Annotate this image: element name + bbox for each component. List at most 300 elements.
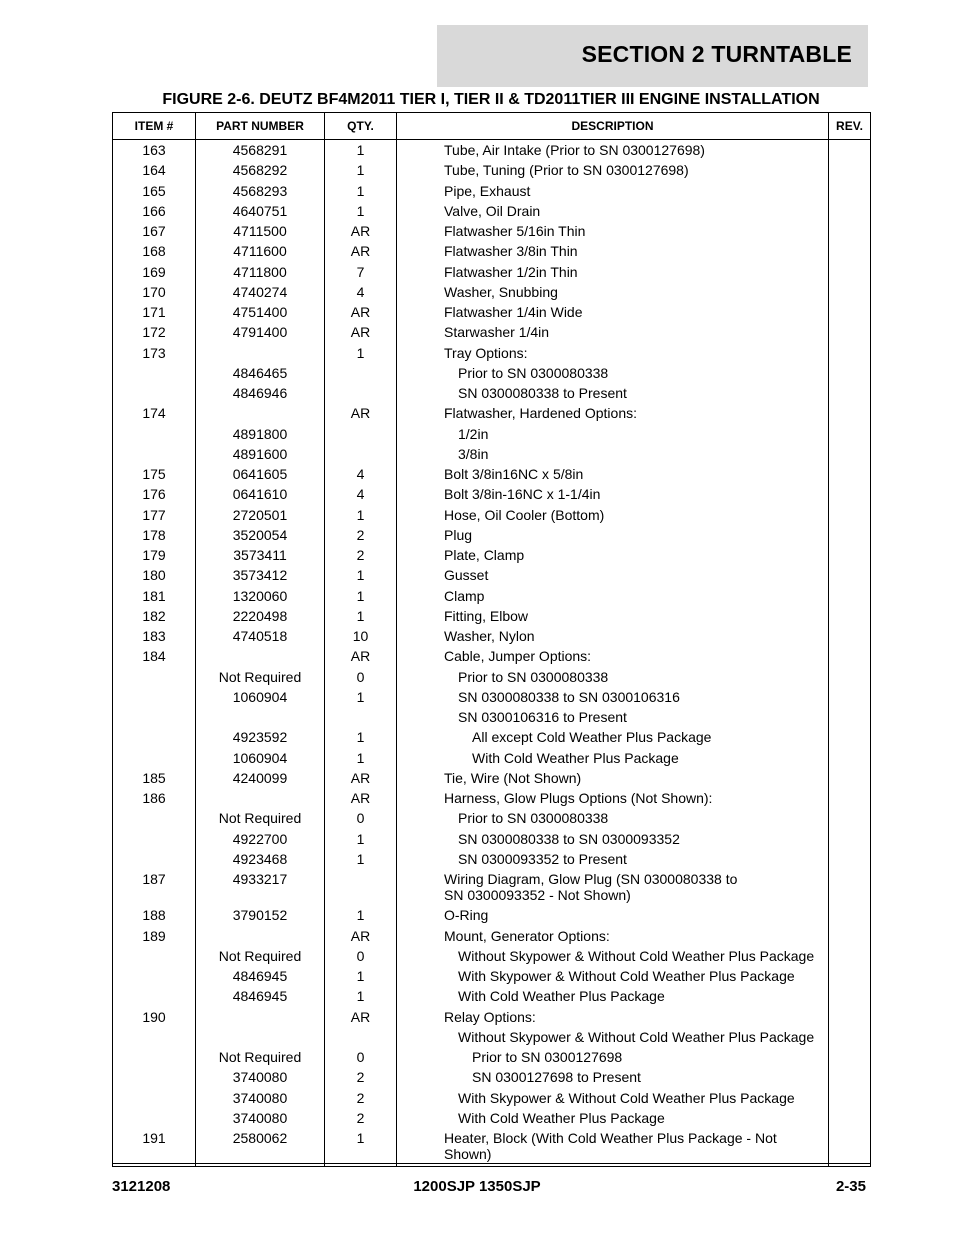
header-description: DESCRIPTION [397,113,829,140]
part-number-cell [196,707,325,727]
table-row [113,849,871,869]
rev-cell [829,849,871,869]
description-cell: Harness, Glow Plugs Options (Not Shown): [397,788,829,808]
rev-cell [829,181,871,201]
qty-cell: 10 [325,626,397,646]
description-cell: Prior to SN 0300127698 [397,1047,829,1067]
qty-cell: 1 [325,829,397,849]
table-row [113,667,871,687]
rev-cell [829,221,871,241]
part-number-cell: 1320060 [196,586,325,606]
item-cell: 184 [113,646,196,666]
rev-cell [829,1128,871,1167]
rev-cell [829,905,871,925]
description-cell: Prior to SN 0300080338 [397,667,829,687]
description-cell: Washer, Snubbing [397,282,829,302]
part-number-cell: Not Required [196,808,325,828]
description-cell: Cable, Jumper Options: [397,646,829,666]
description-cell: With Skypower & Without Cold Weather Plus Package [397,966,829,986]
part-number-cell: 4891600 [196,444,325,464]
qty-cell: 1 [325,687,397,707]
table-row [113,241,871,261]
part-number-cell [196,646,325,666]
rev-cell [829,748,871,768]
table-row [113,1128,871,1167]
qty-cell: AR [325,403,397,423]
description-cell: Heater, Block (With Cold Weather Plus Package - Not Shown) [397,1128,829,1167]
item-cell: 181 [113,586,196,606]
qty-cell: AR [325,322,397,342]
rev-cell [829,869,871,905]
part-number-cell: 4568291 [196,140,325,161]
part-number-cell: 4846945 [196,966,325,986]
item-cell: 163 [113,140,196,161]
qty-cell [325,363,397,383]
description-cell: Fitting, Elbow [397,606,829,626]
item-cell: 190 [113,1007,196,1027]
item-cell: 178 [113,525,196,545]
part-number-cell: Not Required [196,667,325,687]
part-number-cell: 3740080 [196,1088,325,1108]
part-number-cell: 0641605 [196,464,325,484]
item-cell [113,383,196,403]
qty-cell: 2 [325,1108,397,1128]
table-row [113,444,871,464]
description-cell: Gusset [397,565,829,585]
qty-cell: 4 [325,282,397,302]
qty-cell: AR [325,241,397,261]
item-cell: 174 [113,403,196,423]
qty-cell: AR [325,302,397,322]
qty-cell [325,383,397,403]
part-number-cell [196,926,325,946]
item-cell [113,424,196,444]
part-number-cell: 4740518 [196,626,325,646]
part-number-cell: Not Required [196,1047,325,1067]
table-row [113,262,871,282]
parts-table [112,112,871,1167]
qty-cell: 1 [325,565,397,585]
rev-cell [829,1088,871,1108]
part-number-cell [196,1027,325,1047]
rev-cell [829,444,871,464]
part-number-cell: 4923592 [196,727,325,747]
item-cell: 182 [113,606,196,626]
item-cell [113,363,196,383]
description-cell: SN 0300080338 to SN 0300106316 [397,687,829,707]
part-number-cell: 3740080 [196,1067,325,1087]
item-cell: 177 [113,505,196,525]
table-row [113,946,871,966]
table-row [113,687,871,707]
part-number-cell: Not Required [196,946,325,966]
part-number-cell [196,1007,325,1027]
part-number-cell: 4846946 [196,383,325,403]
qty-cell: 1 [325,343,397,363]
description-cell: SN 0300080338 to SN 0300093352 [397,829,829,849]
description-cell: Relay Options: [397,1007,829,1027]
part-number-cell: 4846945 [196,986,325,1006]
part-number-cell: 4240099 [196,768,325,788]
item-cell [113,1067,196,1087]
item-cell: 189 [113,926,196,946]
qty-cell: 1 [325,727,397,747]
table-row [113,748,871,768]
rev-cell [829,262,871,282]
footer-page-number: 2-35 [835,1178,866,1195]
part-number-cell: 2580062 [196,1128,325,1167]
item-cell: 169 [113,262,196,282]
rev-cell [829,808,871,828]
item-cell [113,808,196,828]
table-row [113,926,871,946]
item-cell: 166 [113,201,196,221]
item-cell: 167 [113,221,196,241]
rev-cell [829,707,871,727]
description-cell: Without Skypower & Without Cold Weather Plus Package [397,946,829,966]
rev-cell [829,966,871,986]
rev-cell [829,201,871,221]
description-cell: With Cold Weather Plus Package [397,1108,829,1128]
table-row [113,565,871,585]
item-cell [113,966,196,986]
qty-cell: 0 [325,1047,397,1067]
rev-cell [829,363,871,383]
rev-cell [829,464,871,484]
qty-cell: 1 [325,201,397,221]
rev-cell [829,484,871,504]
item-cell: 187 [113,869,196,905]
rev-cell [829,646,871,666]
table-row [113,829,871,849]
description-cell: SN 0300106316 to Present [397,707,829,727]
part-number-cell [196,343,325,363]
table-row [113,302,871,322]
rev-cell [829,768,871,788]
description-cell: SN 0300127698 to Present [397,1067,829,1087]
description-cell: Starwasher 1/4in [397,322,829,342]
item-cell: 165 [113,181,196,201]
description-cell: Tube, Tuning (Prior to SN 0300127698) [397,160,829,180]
part-number-cell: 3573412 [196,565,325,585]
qty-cell: 0 [325,667,397,687]
qty-cell: AR [325,926,397,946]
rev-cell [829,1027,871,1047]
table-row [113,525,871,545]
part-number-cell: 3740080 [196,1108,325,1128]
part-number-cell: 4791400 [196,322,325,342]
part-number-cell: 4711800 [196,262,325,282]
section-title: SECTION 2 TURNTABLE [581,41,852,67]
description-cell: Flatwasher 1/2in Thin [397,262,829,282]
qty-cell: AR [325,768,397,788]
rev-cell [829,282,871,302]
table-row [113,646,871,666]
qty-cell: 1 [325,606,397,626]
qty-cell: AR [325,646,397,666]
header-item: ITEM # [113,113,196,140]
footer-models: 1200SJP 1350SJP [413,1178,541,1195]
rev-cell [829,403,871,423]
item-cell [113,707,196,727]
item-cell: 168 [113,241,196,261]
table-row [113,1088,871,1108]
item-cell [113,1108,196,1128]
table-row [113,1067,871,1087]
rev-cell [829,667,871,687]
item-cell: 188 [113,905,196,925]
table-row [113,201,871,221]
table-row [113,727,871,747]
qty-cell: 1 [325,986,397,1006]
item-cell: 175 [113,464,196,484]
section-banner [437,25,868,87]
part-number-cell [196,788,325,808]
rev-cell [829,424,871,444]
qty-cell: AR [325,1007,397,1027]
rev-cell [829,626,871,646]
item-cell: 183 [113,626,196,646]
qty-cell: 1 [325,181,397,201]
part-number-cell: 4846465 [196,363,325,383]
description-cell: Flatwasher 1/4in Wide [397,302,829,322]
description-cell: Wiring Diagram, Glow Plug (SN 0300080338 to SN 0300093352 - Not Shown) [397,869,829,905]
part-number-cell: 3790152 [196,905,325,925]
item-cell [113,986,196,1006]
description-cell: Tray Options: [397,343,829,363]
qty-cell [325,1027,397,1047]
rev-cell [829,586,871,606]
description-cell: Plug [397,525,829,545]
qty-cell [325,707,397,727]
table-row [113,383,871,403]
table-row [113,768,871,788]
qty-cell [325,444,397,464]
table-row [113,869,871,905]
qty-cell: 1 [325,1128,397,1167]
table-row [113,626,871,646]
rev-cell [829,160,871,180]
item-cell [113,849,196,869]
part-number-cell: 0641610 [196,484,325,504]
rev-cell [829,926,871,946]
item-cell: 186 [113,788,196,808]
table-row [113,808,871,828]
table-row [113,1047,871,1067]
rev-cell [829,545,871,565]
rev-cell [829,1067,871,1087]
item-cell [113,946,196,966]
table-row [113,905,871,925]
qty-cell: 1 [325,160,397,180]
description-cell: Pipe, Exhaust [397,181,829,201]
qty-cell: 0 [325,946,397,966]
description-cell: Bolt 3/8in-16NC x 1-1/4in [397,484,829,504]
table-header-row [113,113,871,140]
description-cell: Washer, Nylon [397,626,829,646]
rev-cell [829,505,871,525]
description-cell: Tie, Wire (Not Shown) [397,768,829,788]
table-row [113,484,871,504]
rev-cell [829,241,871,261]
parts-table-body [113,140,871,1167]
qty-cell: 0 [325,808,397,828]
description-cell: Prior to SN 0300080338 [397,363,829,383]
rev-cell [829,140,871,161]
description-cell: Clamp [397,586,829,606]
qty-cell: 1 [325,748,397,768]
rev-cell [829,606,871,626]
qty-cell: 1 [325,586,397,606]
item-cell: 164 [113,160,196,180]
table-row [113,788,871,808]
table-row [113,403,871,423]
description-cell: Plate, Clamp [397,545,829,565]
footer-doc-number: 3121208 [112,1178,171,1195]
part-number-cell: 4891800 [196,424,325,444]
rev-cell [829,565,871,585]
qty-cell: 1 [325,140,397,161]
item-cell [113,829,196,849]
item-cell [113,444,196,464]
table-row [113,322,871,342]
rev-cell [829,525,871,545]
description-cell: Valve, Oil Drain [397,201,829,221]
part-number-cell: 4711500 [196,221,325,241]
description-cell: O-Ring [397,905,829,925]
rev-cell [829,322,871,342]
item-cell: 171 [113,302,196,322]
item-cell [113,1088,196,1108]
part-number-cell: 4922700 [196,829,325,849]
description-cell: Flatwasher 3/8in Thin [397,241,829,261]
qty-cell: 2 [325,545,397,565]
part-number-cell: 4923468 [196,849,325,869]
table-row [113,586,871,606]
table-row [113,1027,871,1047]
part-number-cell: 4711600 [196,241,325,261]
rev-cell [829,788,871,808]
description-cell: All except Cold Weather Plus Package [397,727,829,747]
table-row [113,221,871,241]
part-number-cell: 3520054 [196,525,325,545]
description-cell: Prior to SN 0300080338 [397,808,829,828]
part-number-cell: 4751400 [196,302,325,322]
qty-cell: 1 [325,966,397,986]
footer-rule [112,1163,870,1164]
table-row [113,1108,871,1128]
description-cell: Flatwasher, Hardened Options: [397,403,829,423]
description-cell: Bolt 3/8in16NC x 5/8in [397,464,829,484]
table-row [113,606,871,626]
rev-cell [829,383,871,403]
description-cell: Flatwasher 5/16in Thin [397,221,829,241]
part-number-cell: 4933217 [196,869,325,905]
part-number-cell: 4568293 [196,181,325,201]
qty-cell: AR [325,221,397,241]
rev-cell [829,1047,871,1067]
table-row [113,282,871,302]
qty-cell: 2 [325,1088,397,1108]
qty-cell: 1 [325,849,397,869]
rev-cell [829,1108,871,1128]
qty-cell: 2 [325,525,397,545]
table-row [113,140,871,161]
table-row [113,343,871,363]
part-number-cell: 4568292 [196,160,325,180]
description-cell: With Cold Weather Plus Package [397,748,829,768]
header-part-number: PART NUMBER [196,113,325,140]
table-row [113,363,871,383]
rev-cell [829,946,871,966]
qty-cell [325,869,397,905]
table-row [113,464,871,484]
item-cell: 185 [113,768,196,788]
part-number-cell: 4640751 [196,201,325,221]
item-cell [113,1047,196,1067]
item-cell: 191 [113,1128,196,1167]
table-row [113,986,871,1006]
part-number-cell: 3573411 [196,545,325,565]
description-cell: Mount, Generator Options: [397,926,829,946]
table-row [113,160,871,180]
item-cell: 180 [113,565,196,585]
item-cell: 179 [113,545,196,565]
table-row [113,424,871,444]
rev-cell [829,727,871,747]
table-row [113,505,871,525]
description-cell: With Cold Weather Plus Package [397,986,829,1006]
qty-cell: 7 [325,262,397,282]
rev-cell [829,687,871,707]
description-cell: SN 0300093352 to Present [397,849,829,869]
qty-cell [325,424,397,444]
qty-cell: 4 [325,464,397,484]
item-cell: 170 [113,282,196,302]
item-cell [113,687,196,707]
header-rev: REV. [829,113,871,140]
item-cell: 172 [113,322,196,342]
table-row [113,545,871,565]
table-row [113,966,871,986]
item-cell [113,667,196,687]
rev-cell [829,1007,871,1027]
part-number-cell: 1060904 [196,687,325,707]
description-cell: Without Skypower & Without Cold Weather Plus Package [397,1027,829,1047]
part-number-cell: 2220498 [196,606,325,626]
qty-cell: 1 [325,905,397,925]
description-cell: Hose, Oil Cooler (Bottom) [397,505,829,525]
item-cell [113,1027,196,1047]
part-number-cell: 4740274 [196,282,325,302]
rev-cell [829,829,871,849]
table-row [113,707,871,727]
table-row [113,181,871,201]
item-cell [113,727,196,747]
part-number-cell: 1060904 [196,748,325,768]
qty-cell: 4 [325,484,397,504]
item-cell: 173 [113,343,196,363]
qty-cell: AR [325,788,397,808]
item-cell: 176 [113,484,196,504]
description-cell: 1/2in [397,424,829,444]
rev-cell [829,986,871,1006]
qty-cell: 1 [325,505,397,525]
header-qty: QTY. [325,113,397,140]
rev-cell [829,343,871,363]
item-cell [113,748,196,768]
description-cell: SN 0300080338 to Present [397,383,829,403]
